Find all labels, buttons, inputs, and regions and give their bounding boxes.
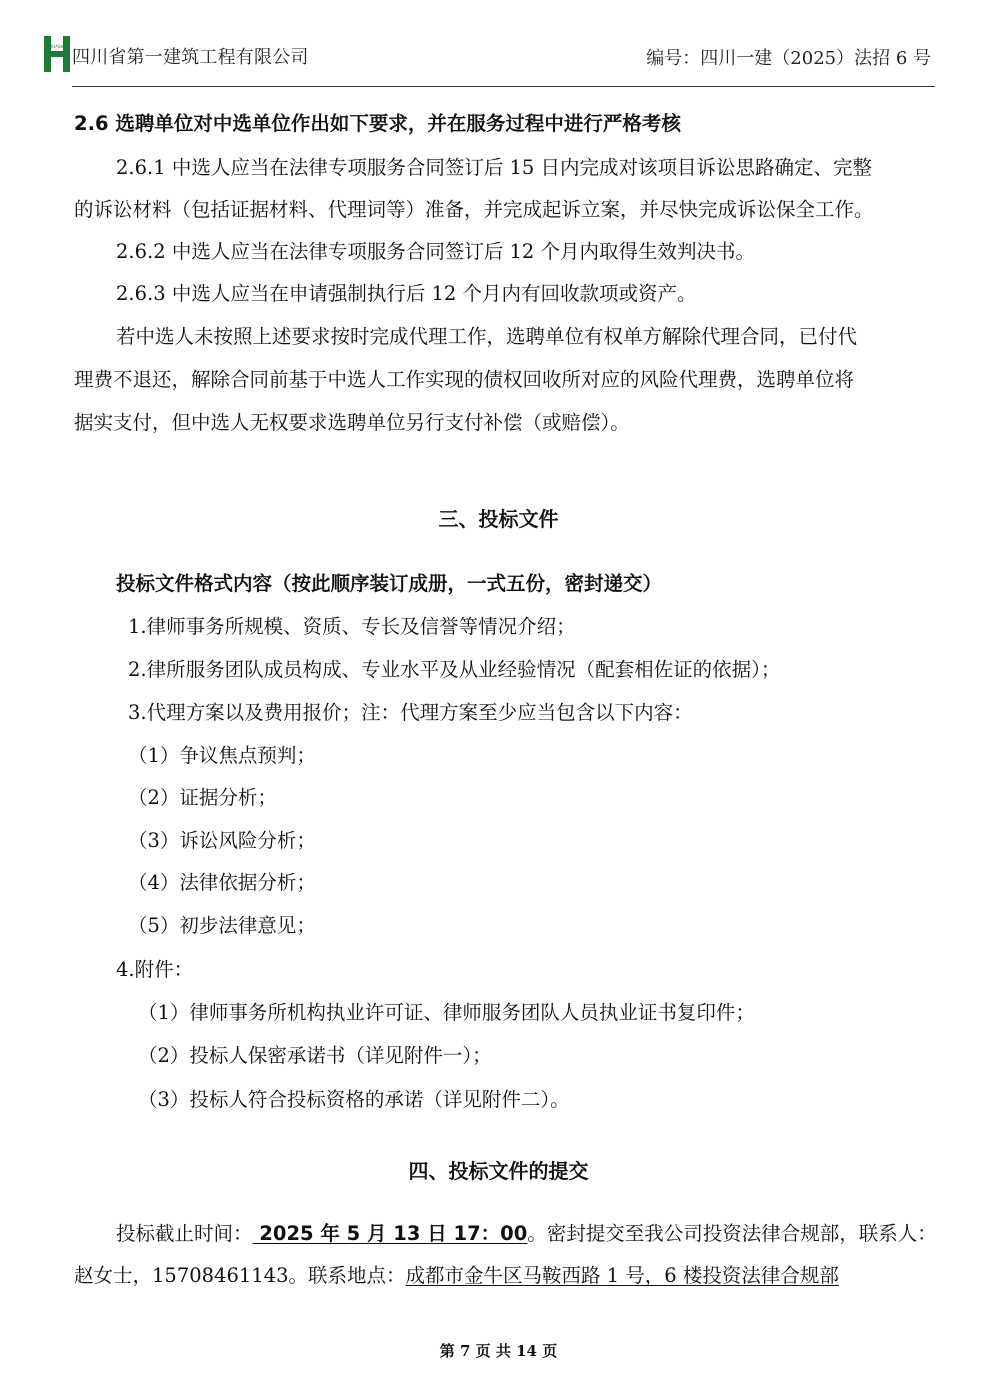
plan-sub-3: （3）诉讼风险分析； [128, 829, 316, 852]
header-brand [44, 36, 309, 72]
clause-2-6-1-line1: 2.6.1 中选人应当在法律专项服务合同签订后 15 日内完成对该项目诉讼思路确定、完整 [116, 156, 873, 179]
plan-sub-4: （4）法律依据分析； [128, 871, 316, 894]
contact-address: 成都市金牛区马鞍西路 1 号，6 楼投资法律合规部 [405, 1264, 839, 1287]
bid-format-intro: 投标文件格式内容（按此顺序装订成册，一式五份，密封递交） [116, 572, 663, 595]
clause-2-6-3: 2.6.3 中选人应当在申请强制执行后 12 个月内有回收款项或资产。 [116, 282, 697, 305]
bid-item-1: 1.律师事务所规模、资质、专长及信誉等情况介绍； [128, 615, 576, 638]
logo-text: HUASHI [49, 44, 65, 49]
plan-sub-2: （2）证据分析； [128, 786, 277, 809]
penalty-line1: 若中选人未按照上述要求按时完成代理工作，选聘单位有权单方解除代理合同，已付代 [116, 325, 858, 348]
section-3-title: 三、投标文件 [438, 507, 559, 531]
bid-item-2: 2.律所服务团队成员构成、专业水平及从业经验情况（配套相佐证的依据）； [128, 658, 781, 681]
page-number: 第 7 页 共 14 页 [439, 1342, 558, 1360]
attachment-3: （3）投标人符合投标资格的承诺（详见附件二）。 [138, 1088, 570, 1111]
deadline-line [116, 1220, 937, 1248]
company-logo [44, 36, 70, 72]
contact-line [74, 1262, 839, 1290]
deadline-label: 投标截止时间： [116, 1222, 253, 1245]
attachment-1: （1）律师事务所机构执业许可证、律师服务团队人员执业证书复印件； [138, 1001, 755, 1024]
document-number: 编号：四川一建（2025）法招 6 号 [646, 48, 931, 69]
clause-2-6-2: 2.6.2 中选人应当在法律专项服务合同签订后 12 个月内取得生效判决书。 [116, 240, 756, 263]
plan-sub-1: （1）争议焦点预判； [128, 744, 316, 767]
contact-info: 赵女士，15708461143。联系地点： [74, 1264, 406, 1287]
penalty-line2: 理费不退还，解除合同前基于中选人工作实现的债权回收所对应的风险代理费，选聘单位将 [74, 368, 855, 391]
header-divider [72, 86, 935, 87]
plan-sub-5: （5）初步法律意见； [128, 914, 316, 937]
bid-item-3: 3.代理方案以及费用报价；注：代理方案至少应当包含以下内容： [128, 701, 693, 724]
section-4-title: 四、投标文件的提交 [408, 1159, 589, 1183]
bid-item-4: 4.附件： [116, 958, 194, 981]
deadline-rest: 。密封提交至我公司投资法律合规部，联系人： [527, 1222, 937, 1245]
deadline-value: 2025 年 5 月 13 日 17：00 [252, 1222, 528, 1245]
penalty-line3: 据实支付，但中选人无权要求选聘单位另行支付补偿（或赔偿）。 [74, 411, 630, 434]
company-name: 四川省第一建筑工程有限公司 [72, 47, 309, 68]
attachment-2: （2）投标人保密承诺书（详见附件一）； [138, 1044, 492, 1067]
clause-2-6-1-line2: 的诉讼材料（包括证据材料、代理词等）准备，并完成起诉立案，并尽快完成诉讼保全工作。 [74, 198, 874, 221]
clause-2-6: 2.6 选聘单位对中选单位作出如下要求，并在服务过程中进行严格考核 [74, 112, 681, 135]
